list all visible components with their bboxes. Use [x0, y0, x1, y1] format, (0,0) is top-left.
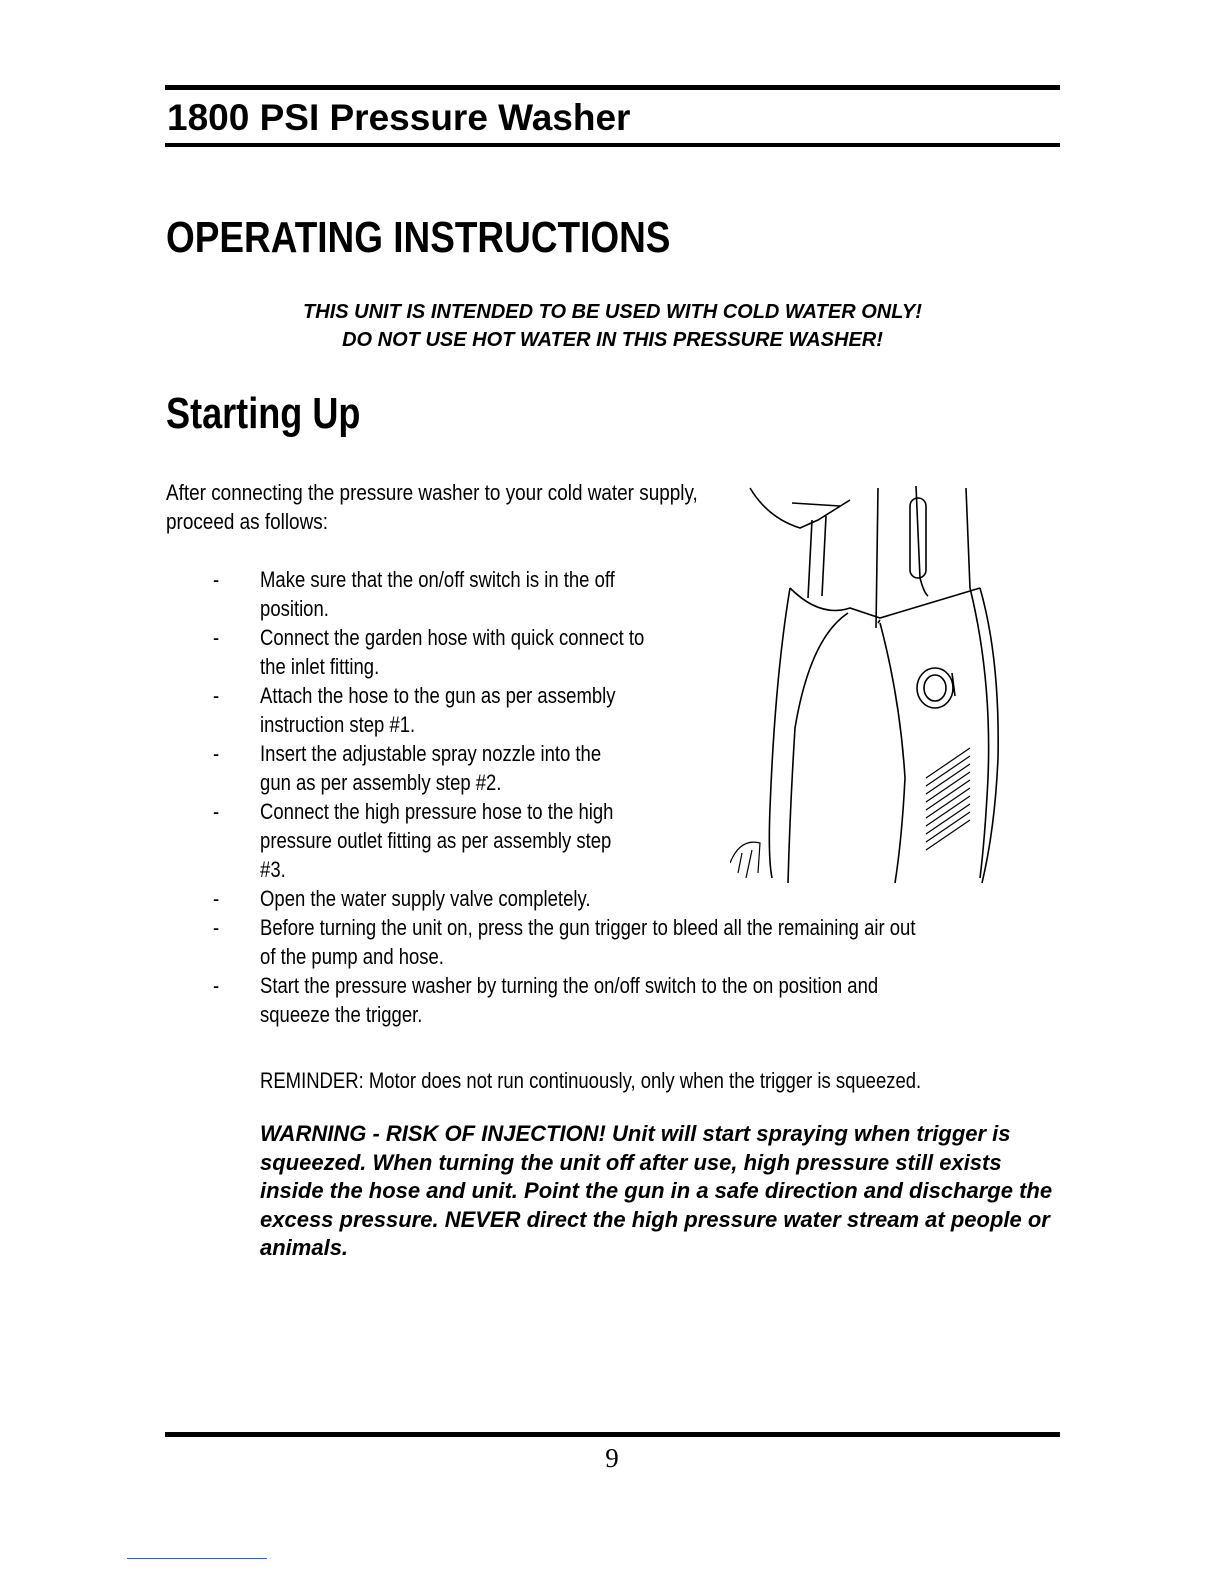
notice-line-2: DO NOT USE HOT WATER IN THIS PRESSURE WASHER!	[342, 329, 883, 351]
step-text: Make sure that the on/off switch is in the off position.	[260, 567, 615, 621]
list-marker: -	[213, 741, 220, 766]
list-marker: -	[213, 567, 220, 592]
list-marker: -	[213, 683, 220, 708]
list-marker: -	[213, 973, 220, 998]
step-text: Before turning the unit on, press the gun trigger to bleed all the remaining air out of the pump and hose.	[260, 915, 916, 969]
step-text: Attach the hose to the gun as per assembly instruction step #1.	[260, 683, 616, 737]
pressure-washer-illustration	[730, 478, 1010, 888]
header-underline-rule	[165, 143, 1060, 147]
intro-paragraph: After connecting the pressure washer to your cold water supply, proceed as follows:	[166, 480, 698, 534]
page-number: 9	[605, 1443, 619, 1473]
list-marker: -	[213, 915, 220, 940]
list-item	[213, 913, 1053, 971]
footer-link-underline[interactable]	[127, 1558, 267, 1559]
list-marker: -	[213, 799, 220, 824]
header-top-rule	[165, 85, 1060, 90]
document-header-title: 1800 PSI Pressure Washer	[167, 97, 631, 138]
list-item	[213, 971, 1053, 1029]
subsection-title: Starting Up	[166, 389, 361, 438]
footer-rule	[165, 1432, 1060, 1437]
injection-warning: WARNING - RISK OF INJECTION! Unit will start spraying when trigger is squeezed. When turning the unit off after use, high pressure still exists inside the hose and unit. Point the gun in a safe direction and discharge the excess pressure. NEVER direct the high pressure water stream at people or animals.	[260, 1121, 1053, 1260]
step-text: Start the pressure washer by turning the on/off switch to the on position and squeeze the trigger.	[260, 973, 879, 1027]
list-marker: -	[213, 625, 220, 650]
notice-line-1: THIS UNIT IS INTENDED TO BE USED WITH COLD WATER ONLY!	[303, 301, 922, 323]
list-marker: -	[213, 886, 220, 911]
step-text: Connect the garden hose with quick connect to the inlet fitting.	[260, 625, 645, 679]
step-text: Insert the adjustable spray nozzle into the gun as per assembly step #2.	[260, 741, 602, 795]
list-item	[213, 884, 1053, 913]
reminder-note: REMINDER: Motor does not run continuously, only when the trigger is squeezed.	[260, 1068, 922, 1093]
step-text: Open the water supply valve completely.	[260, 886, 591, 911]
section-title: OPERATING INSTRUCTIONS	[166, 213, 671, 262]
cold-water-notice	[165, 298, 1060, 354]
step-text: Connect the high pressure hose to the high pressure outlet fitting as per assembly step #3.	[260, 799, 614, 882]
